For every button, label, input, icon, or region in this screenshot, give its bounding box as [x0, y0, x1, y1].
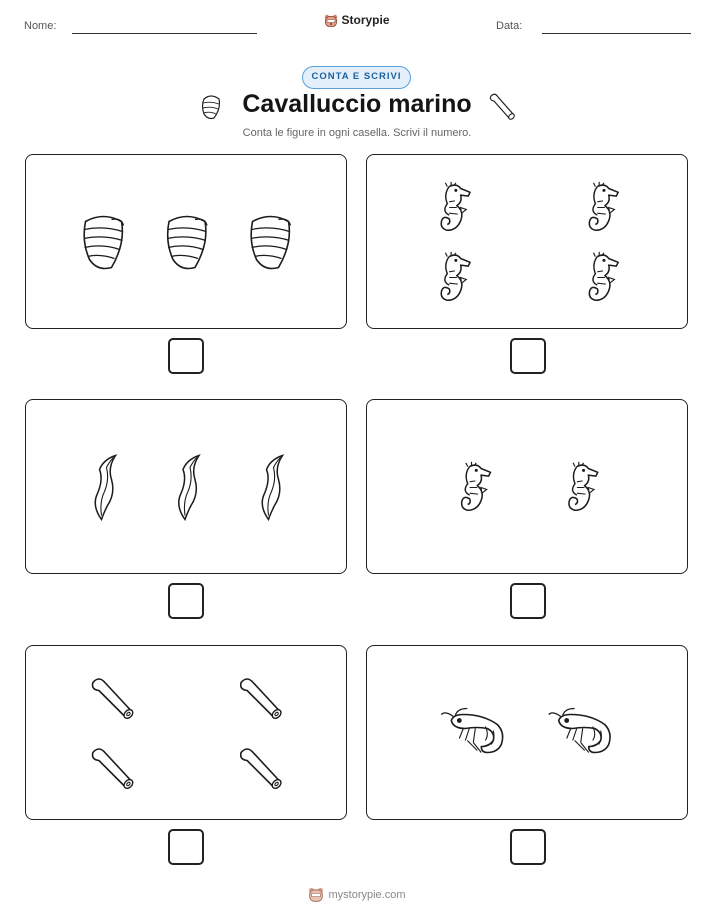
tube-shell-icon — [93, 749, 135, 790]
count-card-3 — [25, 399, 347, 574]
card-figures-4 — [367, 400, 689, 575]
bear-logo-icon — [324, 14, 338, 28]
date-line[interactable] — [542, 33, 691, 34]
seahorse-icon — [441, 182, 470, 230]
seahorse-icon — [589, 182, 618, 230]
seahorse-icon — [441, 252, 470, 300]
answer-box-6[interactable] — [510, 829, 546, 865]
tube-shell-icon — [241, 749, 283, 790]
shrimp-icon — [441, 709, 502, 753]
answer-box-2[interactable] — [510, 338, 546, 374]
card-figures-2 — [367, 155, 689, 330]
tube-shell-icon — [93, 679, 135, 720]
count-card-6 — [366, 645, 688, 820]
name-line[interactable] — [72, 33, 257, 34]
bear-logo-icon — [308, 887, 324, 903]
date-label: Data: — [496, 20, 523, 32]
footer-url: mystorypie.com — [328, 888, 406, 901]
footer — [0, 887, 714, 903]
seahorse-icon — [462, 462, 491, 510]
count-card-4 — [366, 399, 688, 574]
shell-icon — [251, 217, 291, 269]
count-card-5 — [25, 645, 347, 820]
seaweed-icon — [179, 456, 199, 520]
answer-box-1[interactable] — [168, 338, 204, 374]
seahorse-icon — [569, 462, 598, 510]
brand-logo — [0, 13, 714, 28]
count-card-1 — [25, 154, 347, 329]
brand-name: Storypie — [341, 13, 390, 27]
shrimp-icon — [549, 709, 610, 753]
page-title: Cavalluccio marino — [242, 90, 472, 118]
seaweed-icon — [95, 456, 115, 520]
answer-box-3[interactable] — [168, 583, 204, 619]
count-card-2 — [366, 154, 688, 329]
instructions: Conta le figure in ogni casella. Scrivi il numero. — [242, 127, 472, 139]
shell-icon — [84, 217, 124, 269]
activity-badge: CONTA E SCRIVI — [302, 66, 411, 89]
shell-icon — [167, 217, 207, 269]
card-figures-3 — [26, 400, 348, 575]
card-figures-1 — [26, 155, 348, 330]
answer-box-5[interactable] — [168, 829, 204, 865]
card-figures-5 — [26, 646, 348, 821]
card-figures-6 — [367, 646, 689, 821]
name-label: Nome: — [24, 20, 57, 32]
answer-box-4[interactable] — [510, 583, 546, 619]
shell-tube-icon — [487, 91, 519, 123]
seaweed-icon — [262, 456, 282, 520]
seahorse-icon — [589, 252, 618, 300]
tube-shell-icon — [241, 679, 283, 720]
